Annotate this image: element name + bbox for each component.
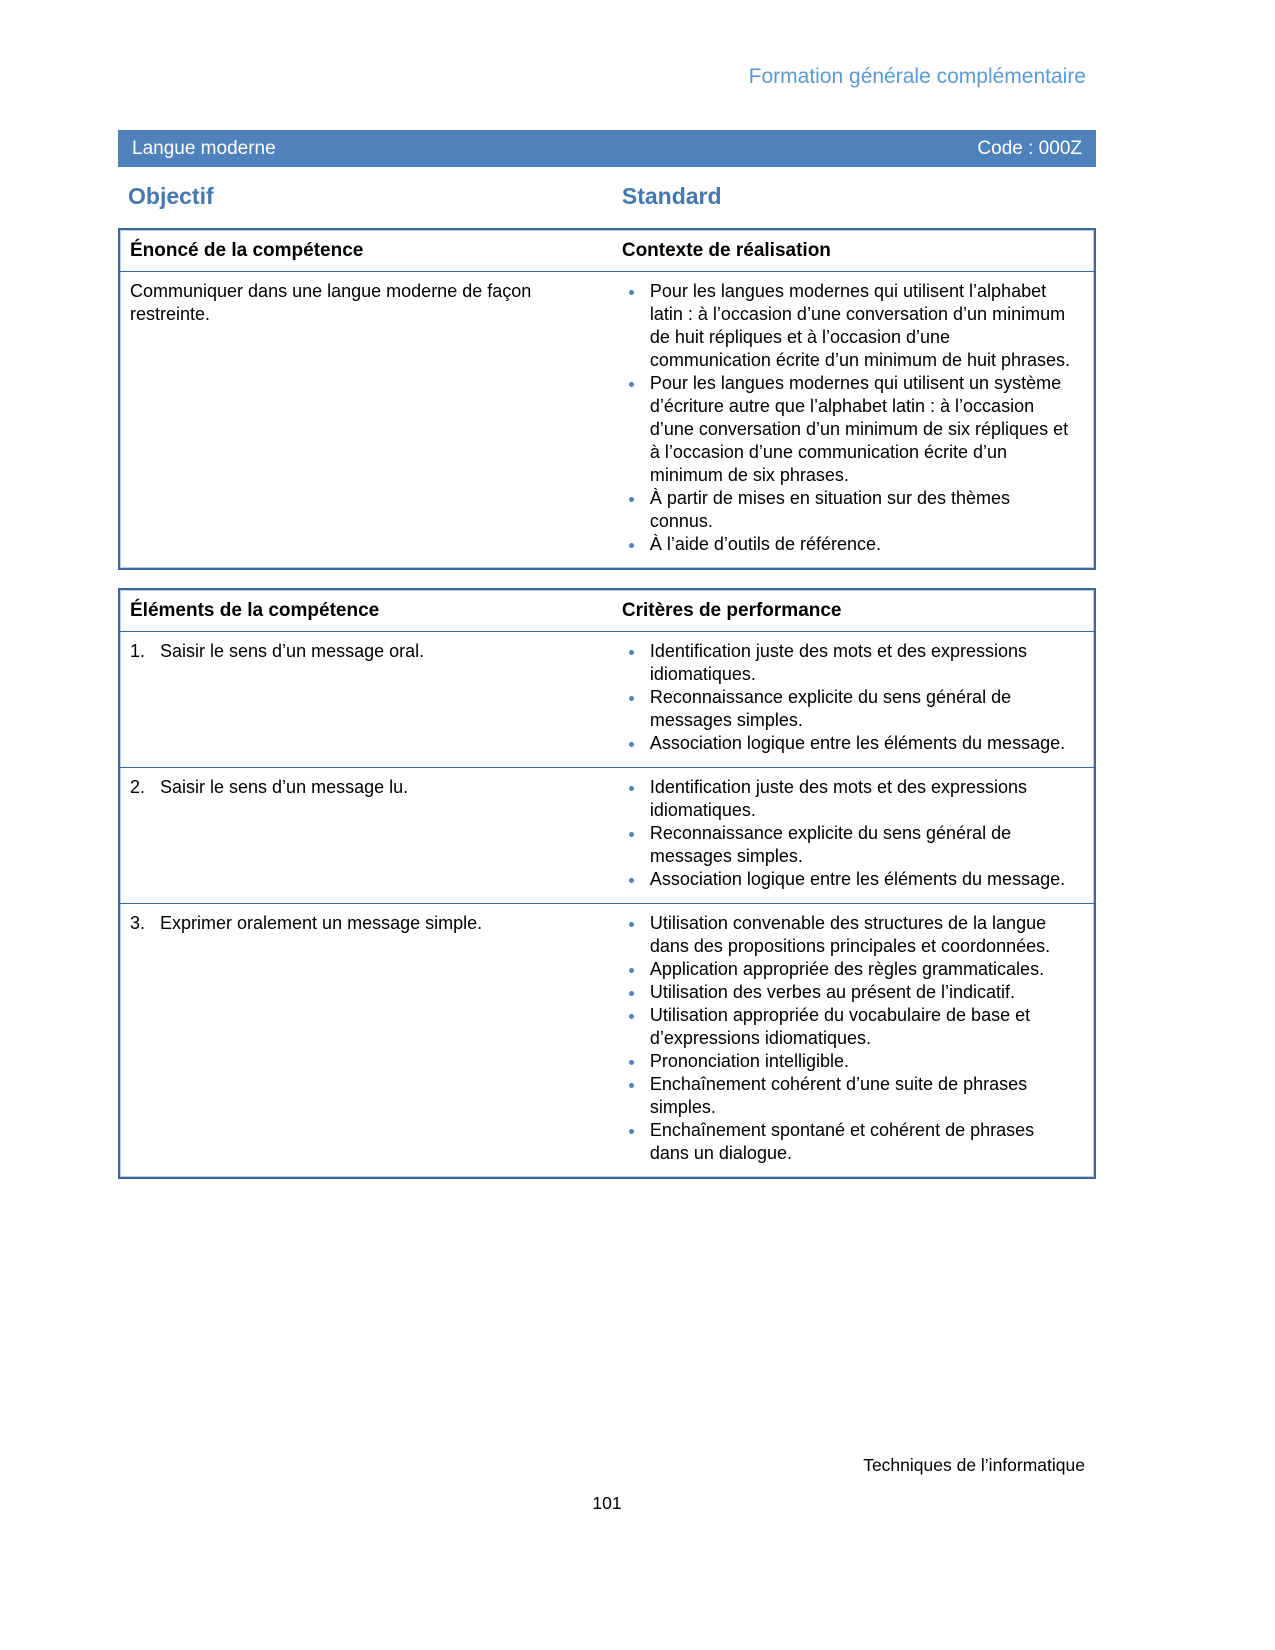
table-header-row <box>120 590 1094 632</box>
bullet-list <box>616 280 1076 556</box>
bullet-item: • Utilisation convenable des structures de la langue dans des propositions principales et coordonnées. <box>646 912 1076 958</box>
objectif-heading: Objectif <box>128 183 214 209</box>
enonce-contexte-table <box>118 228 1096 570</box>
footer-program-name: Techniques de l’informatique <box>863 1455 1085 1475</box>
bullet-item: • Pour les langues modernes qui utilisent l’alphabet latin : à l’occasion d’une conversation d’un minimum de huit répliques et à l’occasion d’une communication écrite d’un minimum de huit phrases. <box>646 280 1076 372</box>
bullet-item: • Enchaînement spontané et cohérent de phrases dans un dialogue. <box>646 1119 1076 1165</box>
element-item-2 <box>120 768 612 903</box>
criteres-cell <box>612 632 1094 767</box>
document-header: Formation générale complémentaire <box>748 65 1086 88</box>
bullet-list <box>616 776 1076 891</box>
bullet-item: • Application appropriée des règles grammaticales. <box>646 958 1076 981</box>
contexte-cell <box>612 272 1094 568</box>
bullet-item: • À l’aide d’outils de référence. <box>646 533 1076 556</box>
bullet-item: • Prononciation intelligible. <box>646 1050 1076 1073</box>
element-item-1 <box>120 632 612 767</box>
element-text: Exprimer oralement un message simple. <box>160 913 483 933</box>
element-number: 1. <box>130 641 146 661</box>
table-row <box>120 272 1094 568</box>
bullet-item: • Utilisation des verbes au présent de l’indicatif. <box>646 981 1076 1004</box>
element-item-3 <box>120 904 612 1177</box>
banner-title: Langue moderne <box>132 137 276 159</box>
bullet-item: • Enchaînement cohérent d’une suite de phrases simples. <box>646 1073 1076 1119</box>
elements-header: Éléments de la compétence <box>130 600 380 621</box>
contexte-header: Contexte de réalisation <box>621 240 831 261</box>
bullet-item: • À partir de mises en situation sur des thèmes connus. <box>646 487 1076 533</box>
section-banner <box>118 130 1096 167</box>
bullet-item: • Identification juste des mots et des expressions idiomatiques. <box>646 776 1076 822</box>
bullet-item: • Reconnaissance explicite du sens général de messages simples. <box>646 822 1076 868</box>
page-number: 101 <box>592 1493 622 1513</box>
table-row <box>120 632 1094 768</box>
element-number: 3. <box>130 913 146 933</box>
competence-statement: Communiquer dans une langue moderne de façon restreinte. <box>130 281 532 324</box>
criteres-cell <box>612 904 1094 1177</box>
bullet-list <box>616 912 1076 1165</box>
criteres-header: Critères de performance <box>621 600 842 621</box>
page-content <box>118 64 1096 1179</box>
element-text: Saisir le sens d’un message lu. <box>160 777 409 797</box>
table-row <box>120 768 1094 904</box>
bullet-item: • Identification juste des mots et des expressions idiomatiques. <box>646 640 1076 686</box>
table-header-row <box>120 230 1094 272</box>
bullet-list <box>616 640 1076 755</box>
banner-code: Code : 000Z <box>977 137 1082 159</box>
enonce-header: Énoncé de la compétence <box>130 240 364 261</box>
criteres-cell <box>612 768 1094 903</box>
bullet-item: • Utilisation appropriée du vocabulaire de base et d’expressions idiomatiques. <box>646 1004 1076 1050</box>
elements-criteres-table <box>118 588 1096 1179</box>
bullet-item: • Association logique entre les éléments du message. <box>646 868 1076 891</box>
bullet-item: • Association logique entre les éléments du message. <box>646 732 1076 755</box>
element-text: Saisir le sens d’un message oral. <box>160 641 425 661</box>
standard-heading: Standard <box>621 183 722 209</box>
element-number: 2. <box>130 777 146 797</box>
bullet-item: • Reconnaissance explicite du sens général de messages simples. <box>646 686 1076 732</box>
bullet-item: • Pour les langues modernes qui utilisent un système d’écriture autre que l’alphabet latin : à l’occasion d’une conversation d’un minimum de six répliques et à l’occasion d’une communication écrite d’un minimum de six phrases. <box>646 372 1076 487</box>
column-headings <box>118 183 1096 209</box>
table-row <box>120 904 1094 1177</box>
